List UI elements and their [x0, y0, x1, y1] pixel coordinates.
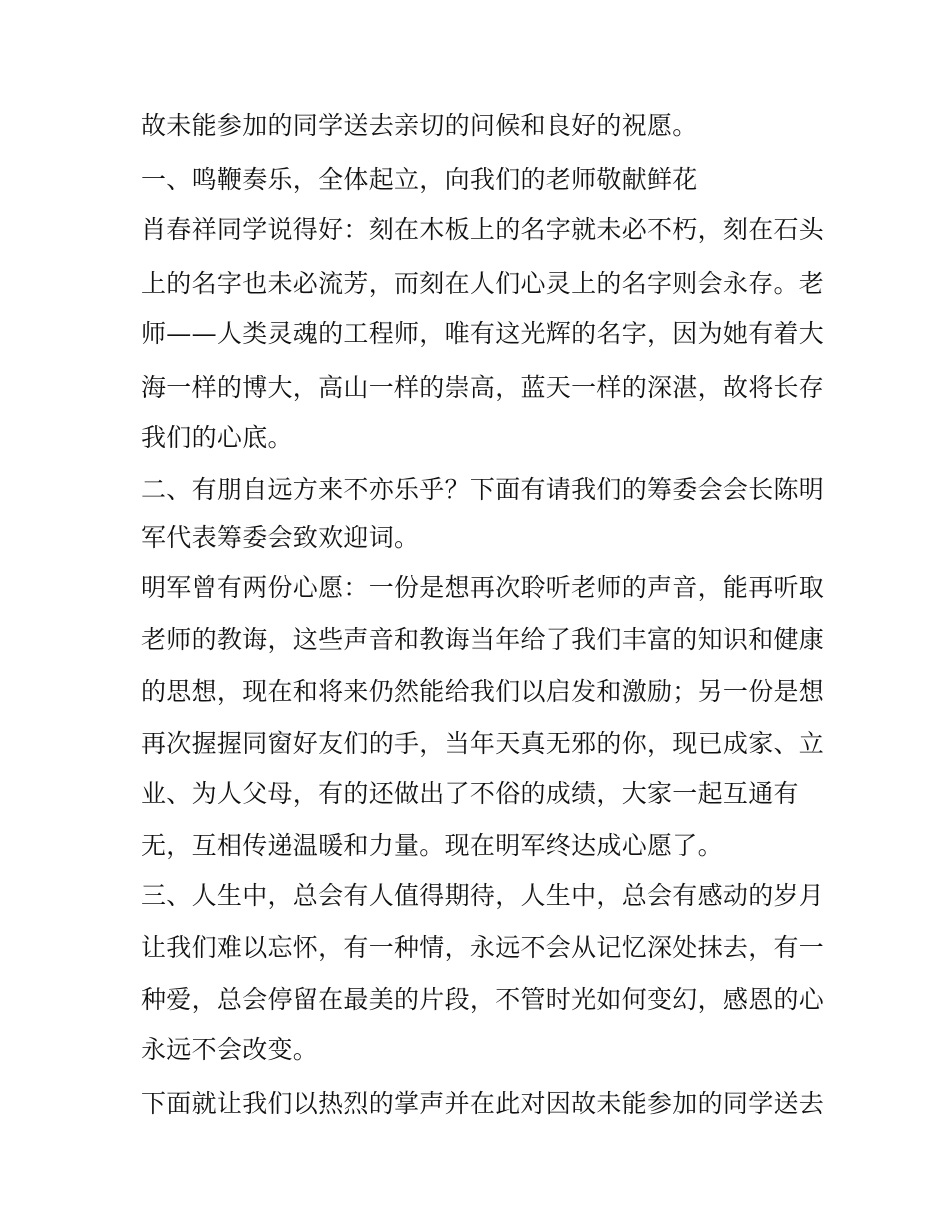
- text-line: 的思想，现在和将来仍然能给我们以启发和激励；另一份是想: [141, 677, 825, 706]
- text-line: 永远不会改变。: [141, 1035, 319, 1064]
- text-line: 无，互相传递温暖和力量。现在明军终达成心愿了。: [141, 831, 723, 860]
- text-line: 我们的心底。: [141, 423, 293, 452]
- text-line: 老师的教诲，这些声音和教诲当年给了我们丰富的知识和健康: [141, 625, 825, 654]
- text-line: 上的名字也未必流芳，而刻在人们心灵上的名字则会永存。老: [141, 269, 825, 298]
- text-line: 二、有朋自远方来不亦乐乎？下面有请我们的筹委会会长陈明: [141, 475, 825, 504]
- text-line: 三、人生中，总会有人值得期待，人生中，总会有感动的岁月: [141, 881, 825, 910]
- text-line: 海一样的博大，高山一样的崇高，蓝天一样的深湛，故将长存: [141, 373, 825, 402]
- text-line: 再次握握同窗好友们的手，当年天真无邪的你，现已成家、立: [141, 729, 825, 758]
- text-line: 明军曾有两份心愿：一份是想再次聆听老师的声音，能再听取: [141, 573, 825, 602]
- text-line: 军代表筹委会致欢迎词。: [141, 523, 420, 552]
- text-line: 师——人类灵魂的工程师，唯有这光辉的名字，因为她有着大: [141, 319, 825, 348]
- text-line: 故未能参加的同学送去亲切的问候和良好的祝愿。: [141, 111, 698, 140]
- text-line: 让我们难以忘怀，有一种情，永远不会从记忆深处抹去，有一: [141, 933, 825, 962]
- text-line: 一、鸣鞭奏乐，全体起立，向我们的老师敬献鲜花: [141, 165, 698, 194]
- text-line: 下面就让我们以热烈的掌声并在此对因故未能参加的同学送去: [141, 1089, 825, 1118]
- text-line: 业、为人父母，有的还做出了不俗的成绩，大家一起互通有: [141, 779, 799, 808]
- text-line: 种爱，总会停留在最美的片段，不管时光如何变幻，感恩的心: [141, 985, 825, 1014]
- text-line: 肖春祥同学说得好：刻在木板上的名字就未必不朽，刻在石头: [141, 215, 825, 244]
